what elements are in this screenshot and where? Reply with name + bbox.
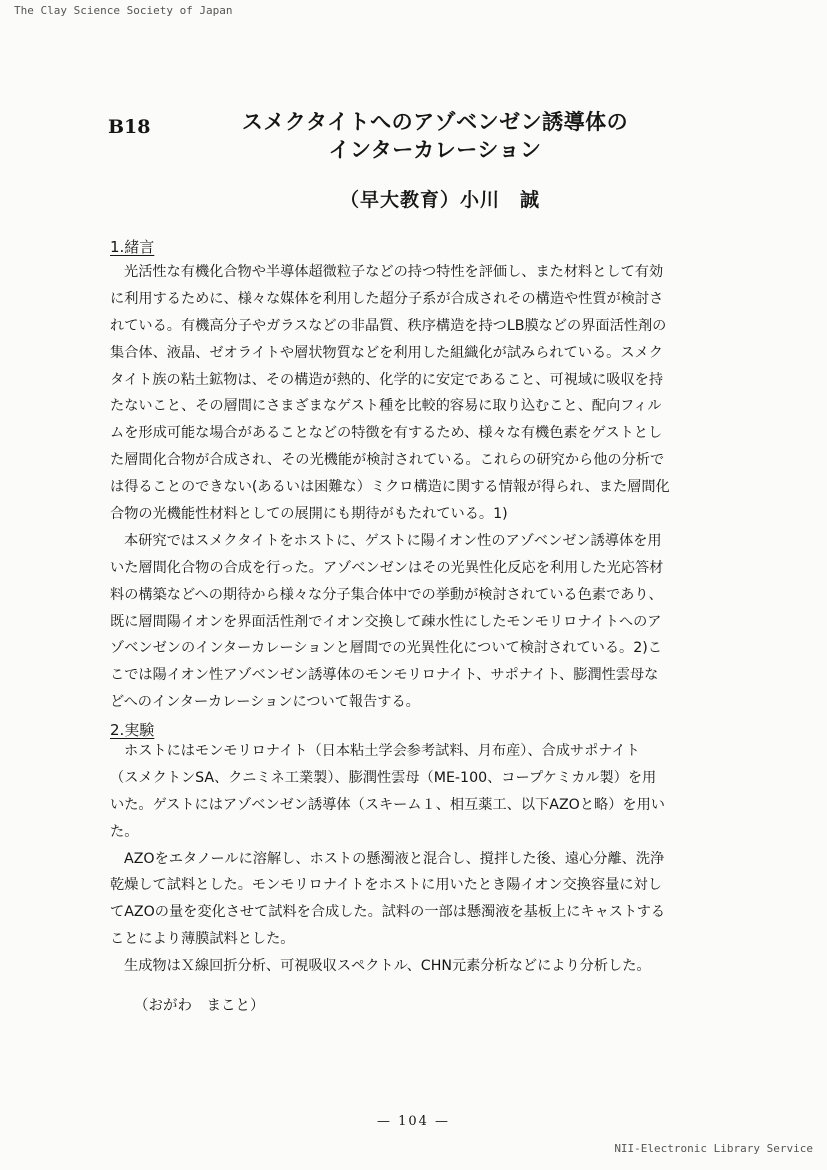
body-line: AZOをエタノールに溶解し、ホストの懸濁液と混合し、撹拌した後、遠心分離、洗浄 [124,850,665,867]
experiment-body [110,738,760,980]
author-signature: （おがわ まこと） [134,998,265,1014]
body-line: 料の構築などへの期待から様々な分子集合体中での挙動が検討されている色素であり、 [110,586,663,603]
body-line: れている。有機高分子やガラスなどの非晶質、秩序構造を持つLB膜などの界面活性剤の [110,317,667,334]
paper-title [200,108,670,164]
footer-watermark: NII-Electronic Library Service [614,1142,813,1155]
body-line: 集合体、液晶、ゼオライトや層状物質などを利用した組織化が試みられている。スメク [110,344,663,361]
body-line: た。 [110,823,139,840]
title-line: インターカレーション [328,138,542,162]
header-watermark: The Clay Science Society of Japan [14,4,233,17]
body-line: 合物の光機能性材料としての展開にも期待がもたれている。1) [110,506,508,523]
body-line: いた層間化合物の合成を行った。アゾベンゼンはその光異性化反応を利用した光応答材 [110,559,664,576]
body-line: 既に層間陽イオンを界面活性剤でイオン交換して疎水性にしたモンモリロナイトへのア [110,613,662,630]
body-line: た層間化合物が合成され、その光機能が検討されている。これらの研究から他の分析で [110,452,665,469]
body-line: ムを形成可能な場合があることなどの特徴を有するため、様々な有機色素をゲストとし [110,425,663,442]
body-line: 本研究ではスメクタイトをホストに、ゲストに陽イオン性のアゾベンゼン誘導体を用 [124,532,662,549]
body-line: 生成物はＸ線回折分析、可視吸収スペクトル、CHN元素分析などにより分析した。 [124,958,651,975]
body-line: ゾベンゼンのインターカレーションと層間での光異性化について検討されている。2)こ [110,640,662,657]
body-line: ことにより薄膜試料とした。 [110,931,295,948]
abstract-id: B18 [108,116,151,138]
intro-body [110,259,760,716]
body-line: たないこと、その層間にさまざまなゲスト種を比較的容易に取り込むこと、配向フィル [110,398,662,415]
body-line: タイト族の粘土鉱物は、その構造が熱的、化学的に安定であること、可視域に吸収を持 [110,371,664,388]
section-heading-intro: 1.緒言 [110,238,155,256]
body-line: は得ることのできない(あるいは困難な）ミクロ構造に関する情報が得られ、また層間化 [110,479,670,496]
body-line: ホストにはモンモリロナイト（日本粘土学会参考試料、月布産）、合成サポナイト [124,743,640,759]
body-line: どへのインターカレーションについて報告する。 [110,694,420,711]
body-line: いた。ゲストにはアゾベンゼン誘導体（スキーム１、相互薬工、以下AZOと略）を用い [110,796,665,813]
page-number: — 104 — [376,1114,451,1129]
body-line: てAZOの量を変化させて試料を合成した。試料の一部は懸濁液を基板上にキャストする [110,904,666,921]
section-heading-experiment: 2.実験 [110,721,155,739]
body-line: （スメクトンSA、クニミネ工業製）、膨潤性雲母（ME-100、コープケミカル製）を用 [110,769,657,786]
author: （早大教育）小川 誠 [339,189,540,211]
body-line: に利用するために、様々な媒体を利用した超分子系が合成されその構造や性質が検討さ [110,290,664,307]
title-line: スメクタイトへのアゾベンゼン誘導体の [241,110,629,134]
body-line: こでは陽イオン性アゾベンゼン誘導体のモンモリロナイト、サポナイト、膨潤性雲母な [110,667,659,684]
body-line: 乾燥して試料とした。モンモリロナイトをホストに用いたとき陽イオン交換容量に対し [110,877,662,894]
body-line: 光活性な有機化合物や半導体超微粒子などの持つ特性を評価し、また材料として有効 [124,264,664,280]
